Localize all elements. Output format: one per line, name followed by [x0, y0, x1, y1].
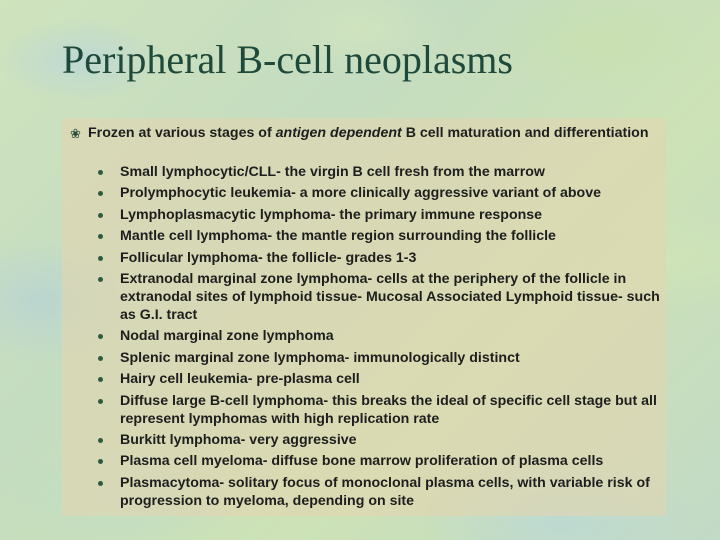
bullet-dot-icon — [98, 334, 103, 339]
bullet-dot-icon — [98, 170, 103, 175]
leaf-icon: ❀ — [70, 126, 81, 141]
sub-bullet-text: Nodal marginal zone lymphoma — [120, 328, 334, 345]
sub-bullet-item — [98, 163, 664, 181]
sub-bullet-item — [98, 431, 664, 449]
main-bullet-text-italic: antigen dependent — [275, 125, 402, 141]
bullet-dot-icon — [98, 399, 103, 404]
sub-bullet-text: Hairy cell leukemia- pre-plasma cell — [120, 371, 360, 388]
main-bullet-text-start: Frozen at various stages of — [88, 125, 276, 141]
sub-bullet-text: Extranodal marginal zone lymphoma- cells at the periphery of the follicle in extranodal sites of lymphoid tissue- Mucosal Associated Lymphoid tissue- such as G.I. tract — [120, 270, 660, 323]
sub-bullet-item — [98, 270, 664, 324]
bullet-dot-icon — [98, 191, 103, 196]
bullet-dot-icon — [98, 234, 103, 239]
main-bullet-text-end: B cell maturation and differentiation — [401, 125, 649, 141]
sub-bullet-text: Plasma cell myeloma- diffuse bone marrow proliferation of plasma cells — [120, 453, 604, 470]
sub-bullet-text: Small lymphocytic/CLL- the virgin B cell fresh from the marrow — [120, 164, 545, 180]
sub-bullet-item — [98, 349, 664, 367]
bullet-dot-icon — [98, 459, 103, 464]
sub-bullet-item — [98, 370, 664, 388]
sub-bullet-item — [98, 206, 664, 224]
sub-bullet-text: Lymphoplasmacytic lymphoma- the primary immune response — [120, 206, 543, 223]
bullet-dot-icon — [98, 438, 103, 443]
main-bullet — [72, 124, 662, 142]
sub-bullet-list — [98, 163, 664, 513]
bullet-dot-icon — [98, 213, 103, 218]
sub-bullet-item — [98, 452, 664, 470]
sub-bullet-item — [98, 249, 664, 267]
bullet-dot-icon — [98, 481, 103, 486]
sub-bullet-text: Follicular lymphoma- the follicle- grades 1-3 — [120, 249, 417, 266]
sub-bullet-text: Diffuse large B-cell lymphoma- this breaks the ideal of specific cell stage but all represent lymphomas with high replication rate — [120, 392, 657, 427]
sub-bullet-item — [98, 227, 664, 245]
sub-bullet-item — [98, 184, 664, 202]
bullet-dot-icon — [98, 277, 103, 282]
slide-title: Peripheral B-cell neoplasms — [62, 37, 513, 82]
sub-bullet-text: Burkitt lymphoma- very aggressive — [120, 431, 357, 448]
sub-bullet-text: Plasmacytoma- solitary focus of monoclonal plasma cells, with variable risk of progression to myeloma, depending on site — [120, 474, 650, 509]
sub-bullet-text: Splenic marginal zone lymphoma- immunologically distinct — [120, 349, 520, 366]
main-bullet-text — [88, 124, 662, 142]
sub-bullet-text: Prolymphocytic leukemia- a more clinically aggressive variant of above — [120, 185, 601, 202]
sub-bullet-item — [98, 474, 664, 510]
bullet-dot-icon — [98, 356, 103, 361]
sub-bullet-item — [98, 392, 664, 428]
bullet-dot-icon — [98, 256, 103, 261]
bullet-dot-icon — [98, 377, 103, 382]
sub-bullet-item — [98, 327, 664, 345]
sub-bullet-text: Mantle cell lymphoma- the mantle region surrounding the follicle — [120, 228, 556, 245]
